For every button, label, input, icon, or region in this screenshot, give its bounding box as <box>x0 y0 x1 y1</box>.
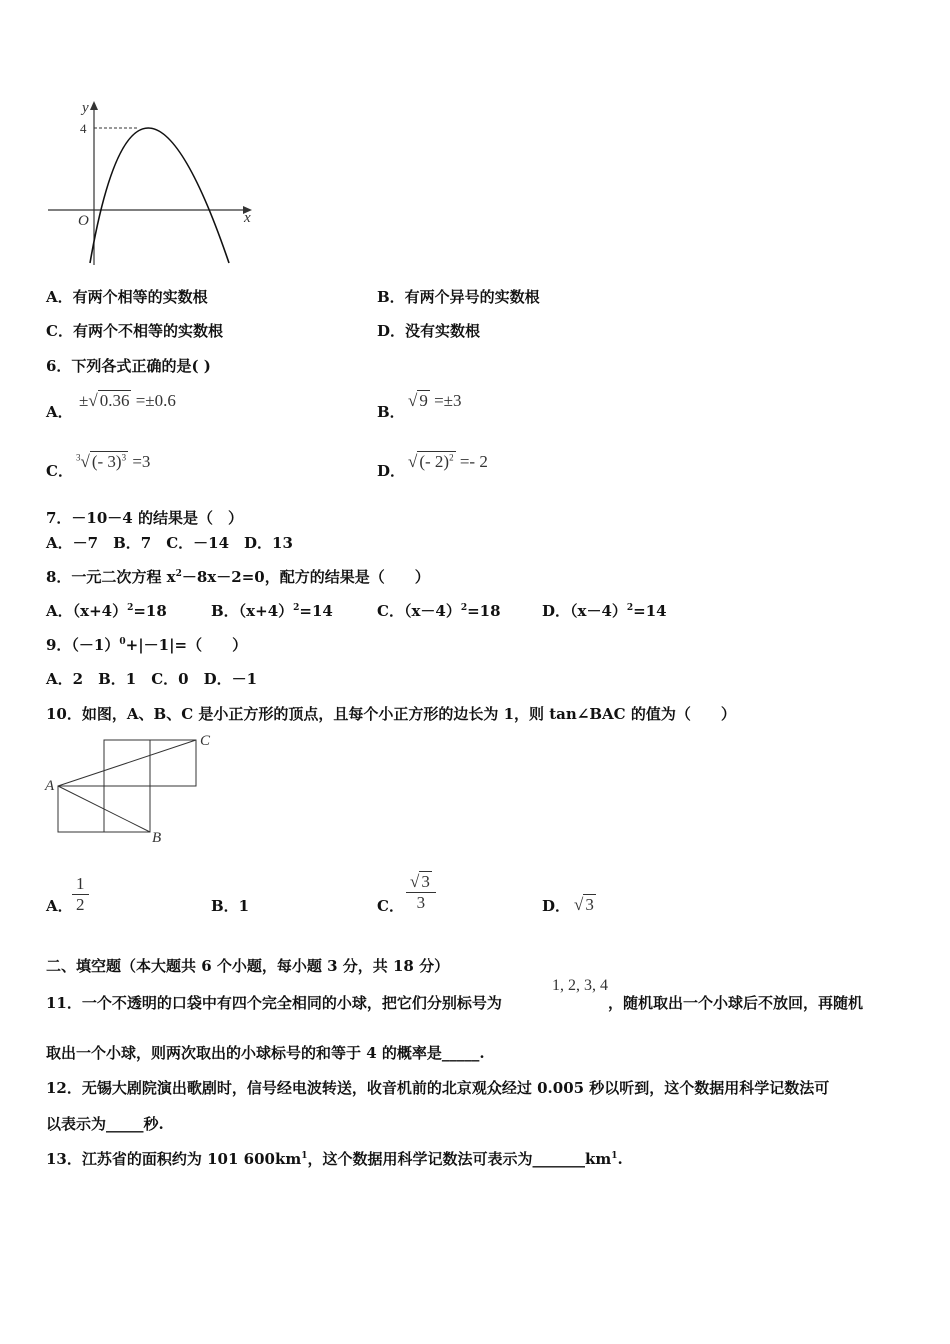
q8-option-d <box>542 600 667 621</box>
q8-b-post: =14 <box>299 602 333 620</box>
graph-peak-label: 4 <box>80 121 87 136</box>
q8-c-text: C．（x－4） <box>377 602 461 620</box>
q8-option-c <box>377 600 501 621</box>
q5-option-d: D．没有实数根 <box>377 322 481 340</box>
q8-a-exp: 2 <box>127 603 134 613</box>
q6-a-pm: ± <box>79 391 89 410</box>
q8-option-b <box>211 600 333 621</box>
q5-option-c: C．有两个不相等的实数根 <box>46 322 223 340</box>
q8-stem-exp: 2 <box>175 569 182 579</box>
q11-numbers: 1, 2, 3, 4 <box>552 977 608 994</box>
q10-option-a-fraction <box>72 874 89 915</box>
q13-exp2: 1 <box>611 1151 618 1161</box>
q8-a-text: A．（x+4） <box>46 602 128 620</box>
q13-pre: 13．江苏省的面积约为 101 600km <box>46 1150 302 1168</box>
q12-line1: 12．无锡大剧院演出歌剧时，信号经电波转送，收音机前的北京观众经过 0.005 秒以听到，这个数据用科学记数法可 <box>46 1079 830 1097</box>
q6-stem: 6．下列各式正确的是( ) <box>46 357 211 375</box>
q8-a-post: =18 <box>133 602 167 620</box>
q6-c-root-index: 3 <box>76 452 81 463</box>
q6-c-radicand: (- 3) <box>91 452 122 471</box>
q6-d-radicand: (- 2) <box>419 452 450 471</box>
q6-option-b-label: B． <box>377 403 405 421</box>
q10-c-denominator: 3 <box>416 893 426 912</box>
q6-option-b-expr: √ 9 =±3 <box>408 391 462 410</box>
q9-stem <box>46 634 247 655</box>
q9-stem-pre: 9．（－1） <box>46 636 120 654</box>
q13-exp1: 1 <box>301 1151 308 1161</box>
q8-stem-pre: 8．一元二次方程 x <box>46 568 176 586</box>
q5-option-b: B．有两个异号的实数根 <box>377 288 540 306</box>
q6-a-radicand: 0.36 <box>99 391 130 410</box>
graph-y-label: y <box>82 100 89 116</box>
q6-c-exponent: 3 <box>121 452 127 463</box>
q6-option-d-expr: √ (- 2)$^2$ =- 2 <box>408 452 488 471</box>
q8-c-exp: 2 <box>460 603 468 613</box>
q6-d-result: =- 2 <box>459 452 488 471</box>
q13-mid: ，这个数据用科学记数法可表示为_______km <box>307 1150 612 1168</box>
q7-stem: 7．－10－4 的结果是（ ） <box>46 509 243 527</box>
q11-line1-pre: 11．一个不透明的口袋中有四个完全相同的小球，把它们分别标号为 <box>46 994 502 1012</box>
q6-d-exponent: 2 <box>449 452 454 463</box>
q7-options: A．－7 B．7 C．－14 D．13 <box>46 534 293 552</box>
q6-a-result: =±0.6 <box>135 391 176 410</box>
grid-label-c: C <box>200 733 211 749</box>
q5-option-a: A．有两个相等的实数根 <box>46 288 208 306</box>
q8-d-post: =14 <box>633 602 667 620</box>
q8-b-text: B．（x+4） <box>211 602 294 620</box>
graph-origin-label: O <box>78 213 89 229</box>
q9-options: A．2 B．1 C．0 D．－1 <box>46 670 258 688</box>
q6-option-a-expr: ±√ 0.36 =±0.6 <box>79 391 176 410</box>
section2-title: 二、填空题（本大题共 6 个小题，每小题 3 分，共 18 分） <box>46 957 450 975</box>
q6-c-result: =3 <box>132 452 151 471</box>
q8-d-text: D．（x－4） <box>542 602 627 620</box>
q6-option-a-label: A． <box>46 403 73 421</box>
q10-stem: 10．如图，A、B、C 是小正方形的顶点，且每个小正方形的边长为 1，则 tan∠BAC 的值为（ ） <box>46 705 736 723</box>
q10-c-numerator: 3 <box>421 872 430 891</box>
q6-option-c-expr: $^3$√ (- 3)$^3$ =3 <box>76 452 151 471</box>
grid-figure <box>40 730 230 850</box>
q12-line2: 以表示为_____秒. <box>46 1115 164 1133</box>
grid-label-b: B <box>152 830 162 846</box>
grid-label-a: A <box>45 778 55 794</box>
q10-d-radicand: 3 <box>585 895 594 914</box>
q6-b-result: =±3 <box>434 391 462 410</box>
q10-option-d-label: D． <box>542 897 571 915</box>
q8-option-a <box>46 600 167 621</box>
q13-text <box>46 1148 623 1169</box>
q6-b-radicand: 9 <box>419 391 428 410</box>
q10-option-d-expr: √ 3 <box>574 895 594 914</box>
q13-post: . <box>617 1150 623 1168</box>
q10-a-denominator: 2 <box>72 894 89 915</box>
q9-stem-post: +|－1|=（ ） <box>125 636 248 654</box>
q11-line2: 取出一个小球，则两次取出的小球标号的和等于 4 的概率是_____. <box>46 1044 485 1062</box>
q8-stem-post: －8x－2=0，配方的结果是（ ） <box>181 568 430 586</box>
q10-option-c-label: C． <box>377 897 404 915</box>
q10-a-numerator: 1 <box>76 874 85 893</box>
q8-b-exp: 2 <box>293 603 300 613</box>
q10-option-b: B．1 <box>211 897 250 915</box>
parabola-graph <box>40 95 265 270</box>
q8-c-post: =18 <box>467 602 501 620</box>
q6-option-c-label: C． <box>46 462 73 480</box>
q11-line1-post: ，随机取出一个小球后不放回，再随机 <box>608 994 864 1012</box>
q8-stem <box>46 566 430 587</box>
q10-option-a-label: A． <box>46 897 73 915</box>
graph-x-label: x <box>244 210 251 226</box>
q6-option-d-label: D． <box>377 462 406 480</box>
q8-d-exp: 2 <box>626 603 634 613</box>
q10-option-c-fraction: $\frac{√ 3}{3}$ <box>406 872 436 913</box>
q9-stem-exp: 0 <box>119 637 126 647</box>
